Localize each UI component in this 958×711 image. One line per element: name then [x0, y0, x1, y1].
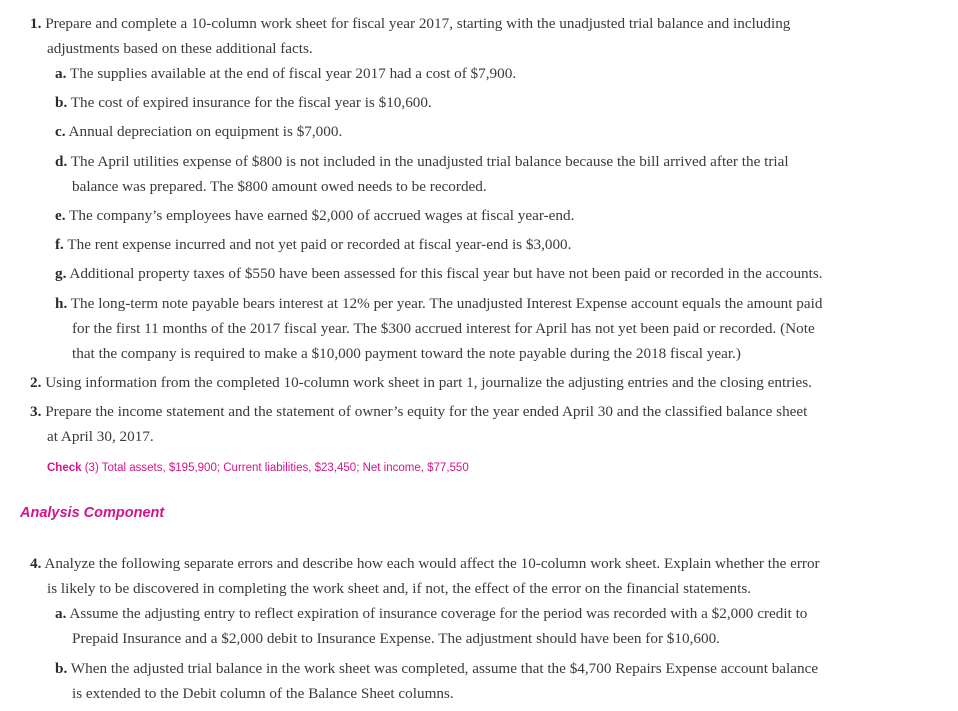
item-text: Analyze the following separate errors and describe how each would affect the 10-column work sheet. Explain whether the error — [44, 555, 820, 572]
item-number: 4. — [30, 555, 42, 572]
item-1d-line-1 — [55, 152, 789, 172]
item-3-line-2: at April 30, 2017. — [47, 428, 154, 445]
item-text: Prepare and complete a 10-column work sheet for fiscal year 2017, starting with the unadjusted trial balance and including — [45, 15, 791, 32]
item-text: The supplies available at the end of fiscal year 2017 had a cost of $7,900. — [69, 65, 517, 82]
item-letter: g. — [55, 265, 67, 282]
item-4a-line-1 — [55, 604, 807, 624]
item-number: 3. — [30, 403, 42, 420]
item-1c — [55, 122, 342, 142]
item-text: The April utilities expense of $800 is not included in the unadjusted trial balance because the bill arrived after the trial — [70, 153, 789, 170]
section-heading: Analysis Component — [20, 505, 165, 521]
item-letter: b. — [55, 94, 68, 111]
item-number: 2. — [30, 374, 42, 391]
item-1-line-1 — [30, 14, 790, 34]
item-letter: a. — [55, 65, 67, 82]
item-4a-line-2: Prepaid Insurance and a $2,000 debit to Insurance Expense. The adjustment should have been for $10,600. — [72, 630, 720, 647]
item-1h-line-1 — [55, 294, 822, 314]
item-text: Annual depreciation on equipment is $7,000. — [68, 123, 343, 140]
item-letter: d. — [55, 153, 68, 170]
item-letter: f. — [55, 236, 64, 253]
item-text: Prepare the income statement and the statement of owner’s equity for the year ended April 30 and the classified balance sheet — [45, 403, 808, 420]
item-text: The rent expense incurred and not yet paid or recorded at fiscal year-end is $3,000. — [67, 236, 572, 253]
item-1a — [55, 64, 516, 84]
check-label: Check — [47, 462, 82, 474]
item-text: When the adjusted trial balance in the work sheet was completed, assume that the $4,700 Repairs Expense account balance — [70, 660, 819, 677]
item-text: The cost of expired insurance for the fiscal year is $10,600. — [70, 94, 432, 111]
item-letter: a. — [55, 605, 67, 622]
item-4b-line-2: is extended to the Debit column of the Balance Sheet columns. — [72, 685, 454, 702]
item-3-line-1 — [30, 402, 807, 422]
item-1g — [55, 264, 823, 284]
item-letter: c. — [55, 123, 66, 140]
item-1h-line-2: for the first 11 months of the 2017 fiscal year. The $300 accrued interest for April has not yet been paid or recorded. (Note — [72, 320, 815, 337]
item-1e — [55, 206, 574, 226]
item-text: The long-term note payable bears interest at 12% per year. The unadjusted Interest Expense account equals the amount paid — [70, 295, 823, 312]
item-text: The company’s employees have earned $2,000 of accrued wages at fiscal year-end. — [69, 207, 575, 224]
item-4-line-2: is likely to be discovered in completing the work sheet and, if not, the effect of the error on the financial statements. — [47, 580, 752, 597]
item-number: 1. — [30, 15, 42, 32]
item-text: Additional property taxes of $550 have been assessed for this fiscal year but have not been paid or recorded in the accounts. — [69, 265, 823, 282]
item-letter: h. — [55, 295, 68, 312]
item-letter: b. — [55, 660, 68, 677]
item-letter: e. — [55, 207, 66, 224]
item-4b-line-1 — [55, 659, 818, 679]
item-1d-line-2: balance was prepared. The $800 amount owed needs to be recorded. — [72, 178, 487, 195]
item-1h-line-3: that the company is required to make a $10,000 payment toward the note payable during the 2018 fiscal year.) — [72, 345, 741, 362]
item-1-line-2: adjustments based on these additional facts. — [47, 40, 313, 57]
item-text: Using information from the completed 10-column work sheet in part 1, journalize the adjusting entries and the closing entries. — [45, 374, 812, 391]
item-2 — [30, 373, 812, 393]
item-1f — [55, 235, 571, 255]
item-4-line-1 — [30, 554, 820, 574]
item-text: Assume the adjusting entry to reflect expiration of insurance coverage for the period was recorded with a $2,000 credit to — [69, 605, 808, 622]
check-note — [47, 462, 469, 474]
check-text: (3) Total assets, $195,900; Current liabilities, $23,450; Net income, $77,550 — [81, 462, 469, 474]
item-1b — [55, 93, 432, 113]
